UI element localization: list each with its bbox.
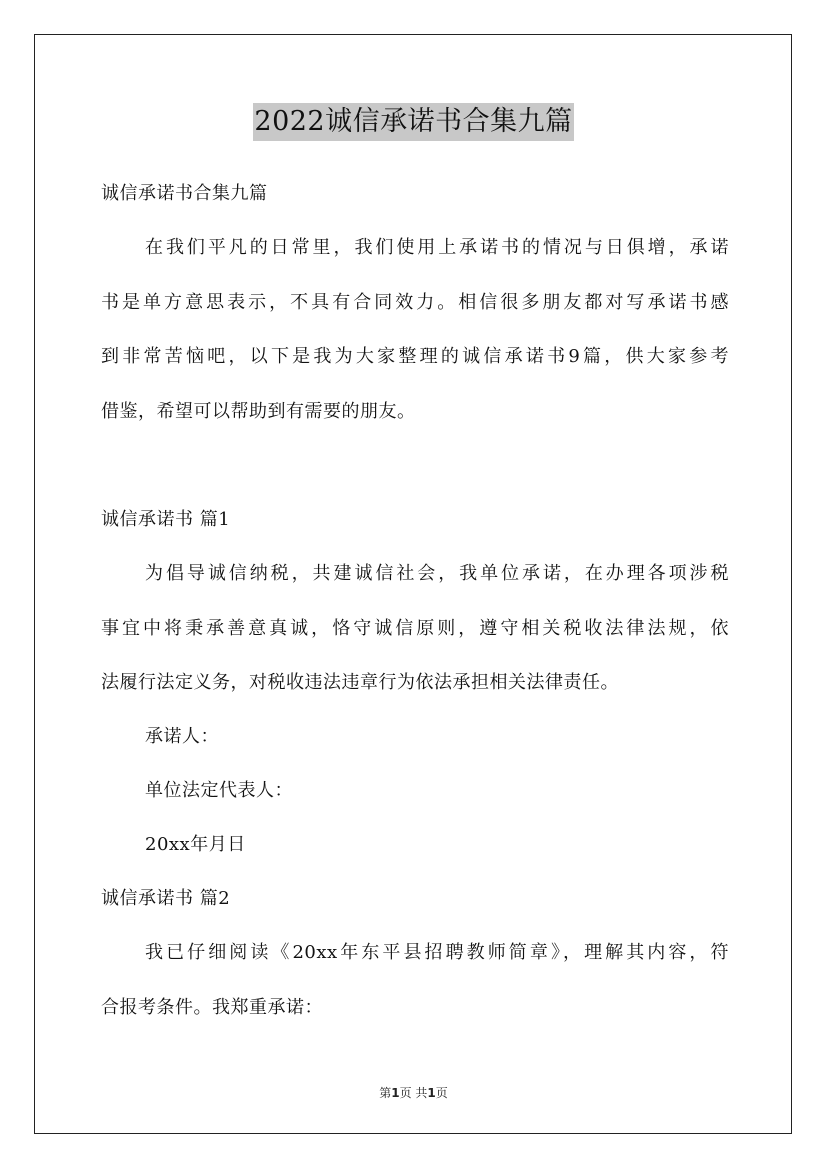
section-1-heading: 诚信承诺书 篇1 [101,509,231,530]
section-1-line-3: 法履行法定义务，对税收违法违章行为依法承担相关法律责任。 [101,672,619,693]
document-subtitle: 诚信承诺书合集九篇 [101,183,268,204]
intro-line-2: 书是单方意思表示，不具有合同效力。相信很多朋友都对写承诺书感 [101,292,729,313]
intro-line-1: 在我们平凡的日常里，我们使用上承诺书的情况与日俱增，承诺 [145,237,729,258]
footer-prefix: 第 [379,1086,392,1100]
footer-total-pages: 1 [427,1086,436,1100]
footer-mid: 页 共 [399,1086,428,1100]
page-footer [0,1084,827,1101]
footer-suffix: 页 [435,1086,448,1100]
intro-line-3: 到非常苦恼吧，以下是我为大家整理的诚信承诺书9篇，供大家参考 [101,346,729,367]
legal-representative-label: 单位法定代表人： [145,780,293,801]
footer-current-page: 1 [391,1086,400,1100]
date-line: 20xx年月日 [145,834,246,855]
section-1-line-2: 事宜中将秉承善意真诚，恪守诚信原则，遵守相关税收法律法规，依 [101,618,729,639]
section-2-heading: 诚信承诺书 篇2 [101,888,231,909]
intro-line-4: 借鉴，希望可以帮助到有需要的朋友。 [101,401,416,422]
section-2-line-1: 我已仔细阅读《20xx年东平县招聘教师简章》，理解其内容，符 [145,942,729,963]
promisor-label: 承诺人： [145,726,219,747]
section-2-line-2: 合报考条件。我郑重承诺： [101,997,323,1018]
section-1-line-1: 为倡导诚信纳税，共建诚信社会，我单位承诺，在办理各项涉税 [145,563,729,584]
document-title: 2022诚信承诺书合集九篇 [253,103,573,141]
title-container [0,103,827,141]
